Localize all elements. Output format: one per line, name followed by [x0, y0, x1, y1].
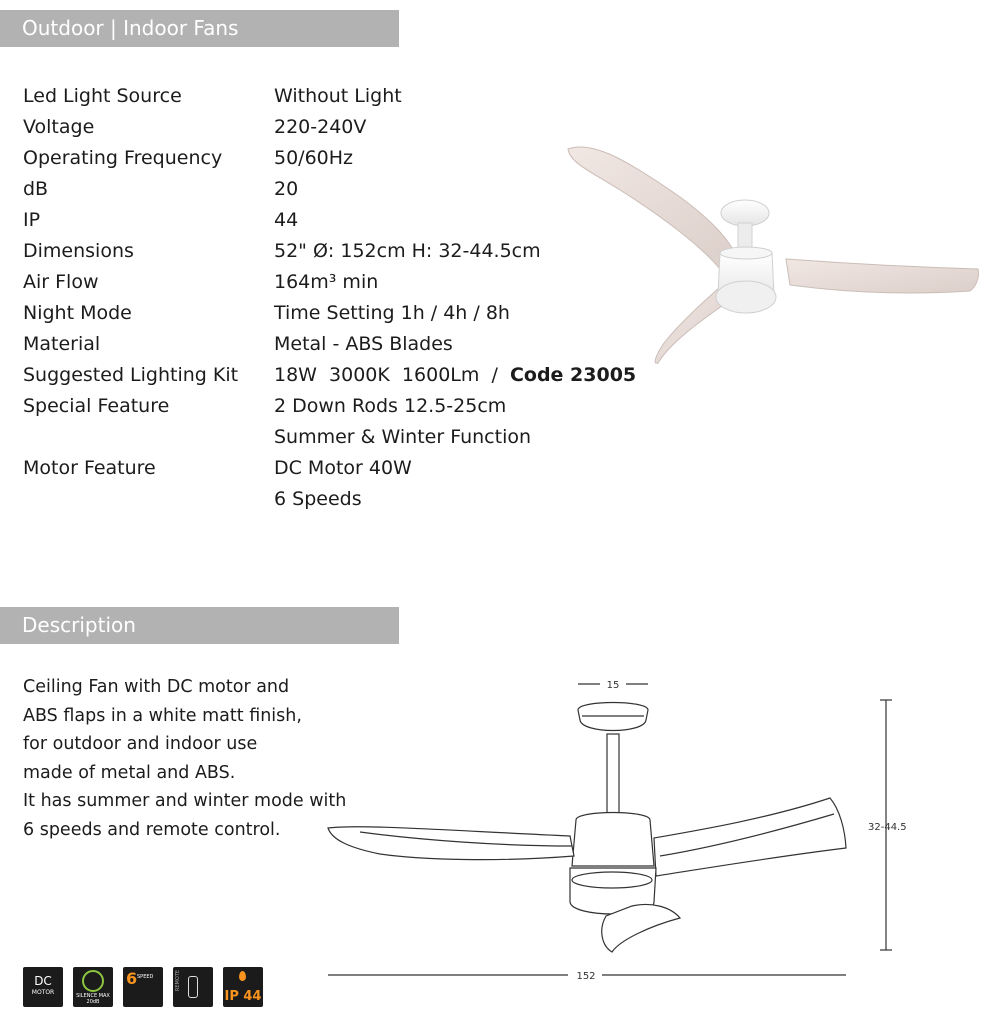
description-line: Ceiling Fan with DC motor and — [23, 677, 290, 697]
spec-row — [23, 299, 623, 330]
spec-label: dB — [23, 178, 49, 200]
spec-value: Without Light — [274, 85, 402, 107]
spec-row — [23, 361, 637, 392]
spec-value: 20 — [274, 178, 299, 200]
description-line: It has summer and winter mode with — [23, 791, 347, 812]
remote-text: REMOTE — [175, 970, 181, 992]
spec-label: Night Mode — [23, 302, 132, 324]
dc-motor-subtext: MOTOR — [31, 989, 55, 996]
spec-value: 44 — [274, 209, 299, 231]
spec-label: Dimensions — [23, 240, 134, 262]
spec-row — [23, 268, 623, 299]
speed-icon — [123, 967, 163, 1007]
spec-value: 6 Speeds — [274, 488, 362, 510]
spec-row — [23, 392, 623, 423]
spec-label: Operating Frequency — [23, 147, 223, 169]
remote-control-icon — [173, 967, 213, 1007]
spec-label: Led Light Source — [23, 85, 182, 107]
spec-label: Motor Feature — [23, 457, 156, 479]
ip-rating-icon — [223, 967, 263, 1007]
water-drop-icon — [239, 971, 246, 981]
section-banner-description — [0, 607, 399, 644]
spec-row — [23, 82, 623, 113]
spec-value: Metal - ABS Blades — [274, 333, 453, 355]
spec-row — [23, 113, 623, 144]
spec-row — [23, 175, 623, 206]
ip-rating-text: IP 44 — [224, 989, 262, 1004]
drawing-motor — [572, 813, 654, 867]
spec-row — [23, 330, 623, 361]
feature-icons — [23, 967, 263, 1007]
spec-row — [23, 423, 623, 454]
fan-technical-drawing — [320, 670, 920, 990]
spec-value: 164m³ min — [274, 271, 379, 293]
spec-value: Time Setting 1h / 4h / 8h — [274, 302, 510, 324]
spec-value: 52" Ø: 152cm H: 32-44.5cm — [274, 240, 541, 262]
lighting-kit-spec: 18W 3000K 1600Lm / — [274, 364, 510, 386]
spec-row — [23, 237, 623, 268]
spec-label: Air Flow — [23, 271, 99, 293]
fan-product-image — [560, 135, 985, 370]
spec-table — [23, 82, 637, 516]
description-line: 6 speeds and remote control. — [23, 819, 281, 840]
spec-value: Summer & Winter Function — [274, 426, 532, 448]
drawing-downrod — [607, 734, 619, 816]
spec-label: Special Feature — [23, 395, 170, 417]
dc-motor-text: DC — [34, 974, 52, 988]
description-line: ABS flaps in a white matt finish, — [23, 705, 302, 726]
spec-label: Material — [23, 333, 101, 355]
speed-number: 6 — [126, 969, 138, 988]
description-title: Description — [22, 613, 136, 637]
lighting-kit-code: Code 23005 — [509, 364, 637, 386]
spec-value: 50/60Hz — [274, 147, 354, 169]
spec-row — [23, 454, 623, 485]
spec-row — [23, 144, 623, 175]
dimension-label-diameter: 152 — [576, 971, 596, 982]
silence-icon — [73, 967, 113, 1007]
section-title: Outdoor | Indoor Fans — [22, 16, 239, 40]
spec-label: IP — [23, 209, 41, 231]
dimension-label-height: 32-44.5 — [868, 822, 907, 833]
dimension-label-width: 15 — [606, 680, 620, 691]
spec-value: DC Motor 40W — [274, 457, 412, 479]
spec-value: 220-240V — [274, 116, 367, 138]
description-line: made of metal and ABS. — [23, 762, 236, 783]
spec-label: Suggested Lighting Kit — [23, 364, 239, 386]
spec-label: Voltage — [23, 116, 95, 138]
silence-text: SILENCE MAX 20dB — [76, 993, 110, 1005]
description-line: for outdoor and indoor use — [23, 734, 258, 755]
section-banner-fans — [0, 10, 399, 47]
dc-motor-icon — [23, 967, 63, 1007]
spec-row — [23, 206, 623, 237]
spec-value: 2 Down Rods 12.5-25cm — [274, 395, 507, 417]
drawing-blade-left — [328, 827, 574, 860]
speed-text: SPEED — [137, 974, 154, 980]
spec-row — [23, 485, 623, 516]
